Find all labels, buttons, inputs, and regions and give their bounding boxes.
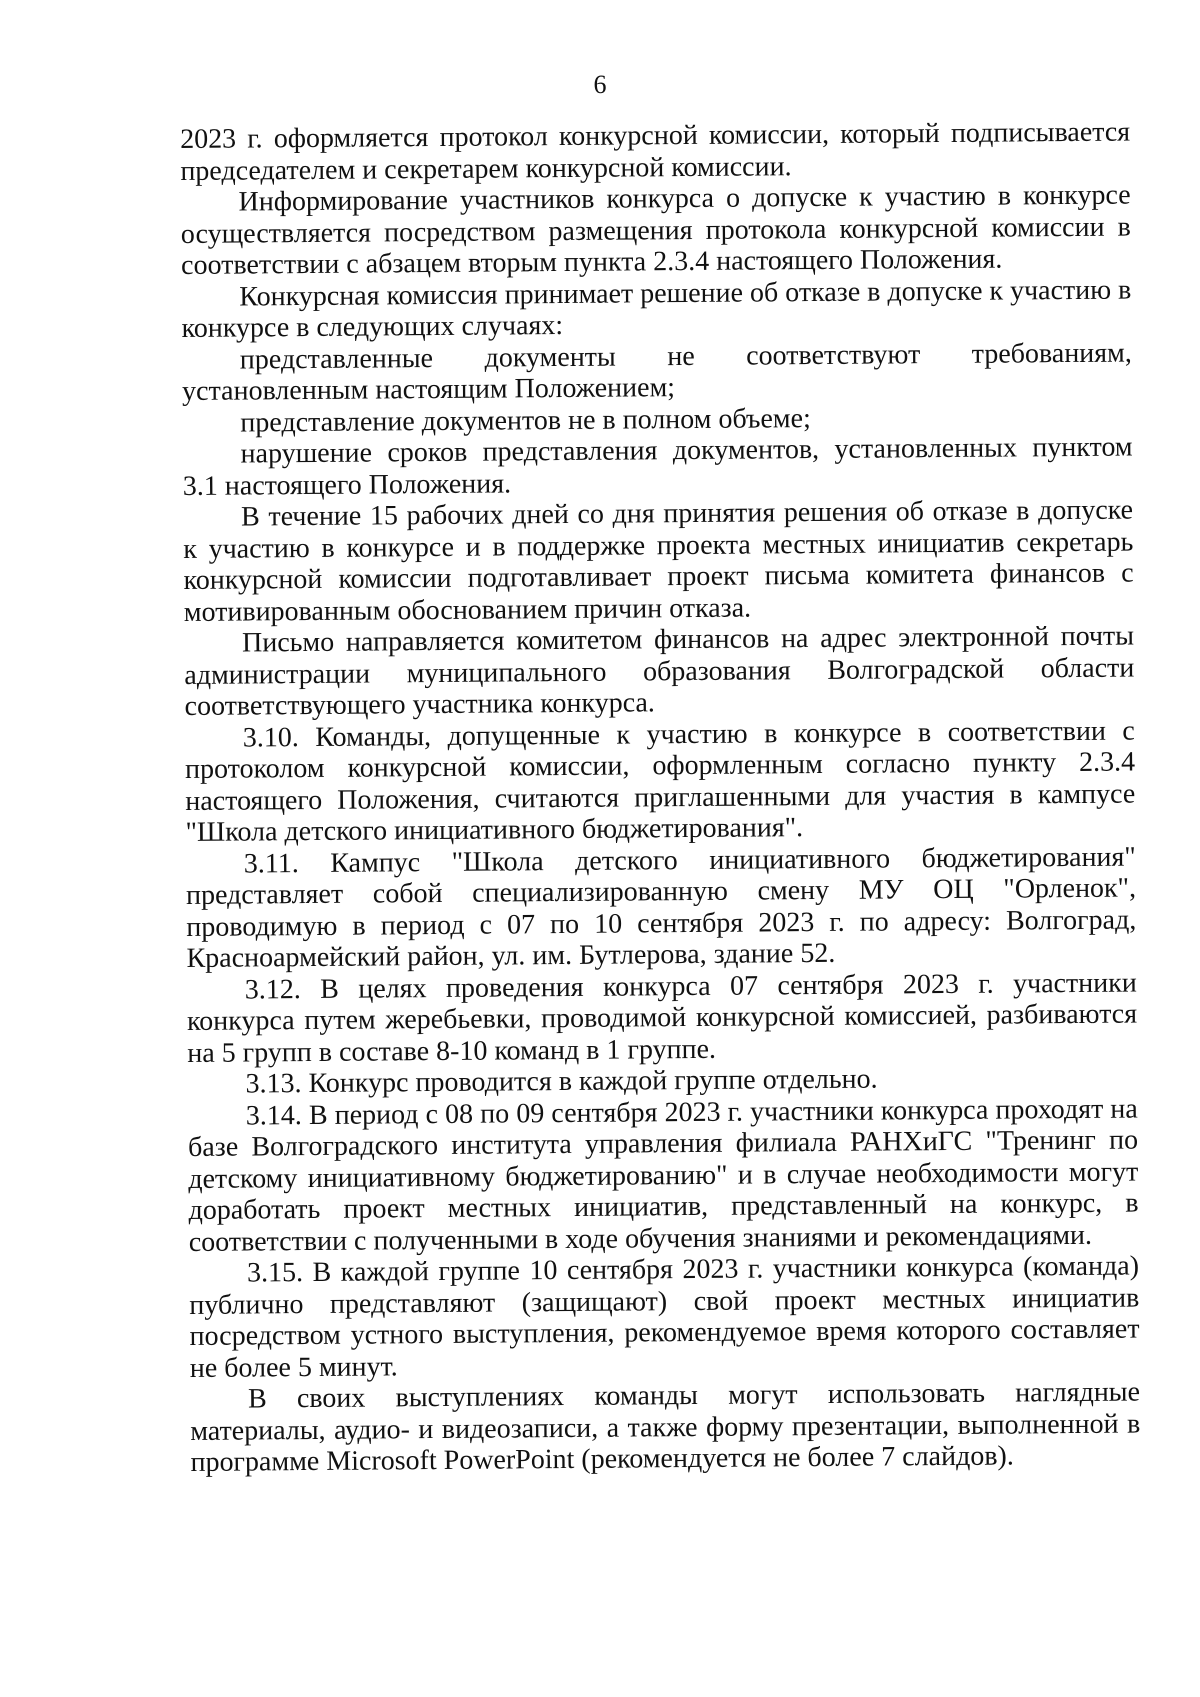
- paragraph-refusal-case-3: нарушение сроков представления документов, установленных пунктом 3.1 настоящего Положения.: [182, 431, 1133, 502]
- paragraph-3-12: 3.12. В целях проведения конкурса 07 сентября 2023 г. участники конкурса путем жеребьевки, проводимой конкурсной комиссией, разбиваются на 5 групп в составе 8-10 команд в 1 группе.: [186, 967, 1138, 1069]
- paragraph-3-15: 3.15. В каждой группе 10 сентября 2023 г. участники конкурса (команда) публично представляют (защищают) свой проект местных инициатив посредством устного выступления, рекомендуемое время которого составляет не более 5 минут.: [189, 1250, 1140, 1384]
- paragraph-continuation: 2023 г. оформляется протокол конкурсной комиссии, который подписывается председателем и секретарем конкурсной комиссии.: [180, 116, 1131, 187]
- document-body: [180, 117, 1141, 1479]
- paragraph-refusal-case-1: представленные документы не соответствуют требованиям, установленным настоящим Положением;: [181, 337, 1132, 407]
- paragraph-3-14: 3.14. В период с 08 по 09 сентября 2023 г. участники конкурса проходят на базе Волгоградского института управления филиала РАНХиГС "Тренинг по детскому инициативному бюджетированию" и в случае необходимости могут доработать проект местных инициатив, представленный на конкурс, в соответствии с полученными в ходе обучения знаниями и рекомендациями.: [187, 1093, 1139, 1258]
- paragraph-3-11: 3.11. Кампус "Школа детского инициативного бюджетирования" представляет собой специализированную смену МУ ОЦ "Орленок", проводимую в период с 07 по 10 сентября 2023 г. по адресу: Волгоград, Красноармейский район, ул. им. Бутлерова, здание 52.: [185, 841, 1137, 974]
- paragraph-refusal-letter: В течение 15 рабочих дней со дня принятия решения об отказе в допуске к участию в конкурсе и в поддержке проекта местных инициатив секретарь конкурсной комиссии подготавливает проект письма комитета финансов с мотивированным обоснованием причин отказа.: [183, 494, 1134, 628]
- paragraph-3-10: 3.10. Команды, допущенные к участию в конкурсе в соответствии с протоколом конкурсной комиссии, оформленным согласно пункту 2.3.4 настоящего Положения, считаются приглашенными для участия в кампусе "Школа детского инициативного бюджетирования".: [184, 715, 1136, 848]
- page-number: 6: [593, 70, 607, 99]
- paragraph-presentations: В своих выступлениях команды могут использовать наглядные материалы, аудио- и видеозаписи, а также форму презентации, выполненной в программе Microsoft PowerPoint (рекомендуется не более 7 слайдов).: [190, 1376, 1141, 1478]
- paragraph-3-13: 3.13. Конкурс проводится в каждой группе отдельно.: [245, 1063, 878, 1100]
- paragraph-refusal-decision: Конкурсная комиссия принимает решение об отказе в допуске к участию в конкурсе в следующих случаях:: [181, 274, 1132, 344]
- paragraph-refusal-case-2: представление документов не в полном объеме;: [240, 402, 811, 439]
- paragraph-informing-participants: Информирование участников конкурса о допуске к участию в конкурсе осуществляется посредством размещения протокола конкурсной комиссии в соответствии с абзацем вторым пункта 2.3.4 настоящего Положения.: [180, 179, 1131, 281]
- paragraph-letter-delivery: Письмо направляется комитетом финансов на адрес электронной почты администрации муниципального образования Волгоградской области соответствующего участника конкурса.: [184, 620, 1135, 722]
